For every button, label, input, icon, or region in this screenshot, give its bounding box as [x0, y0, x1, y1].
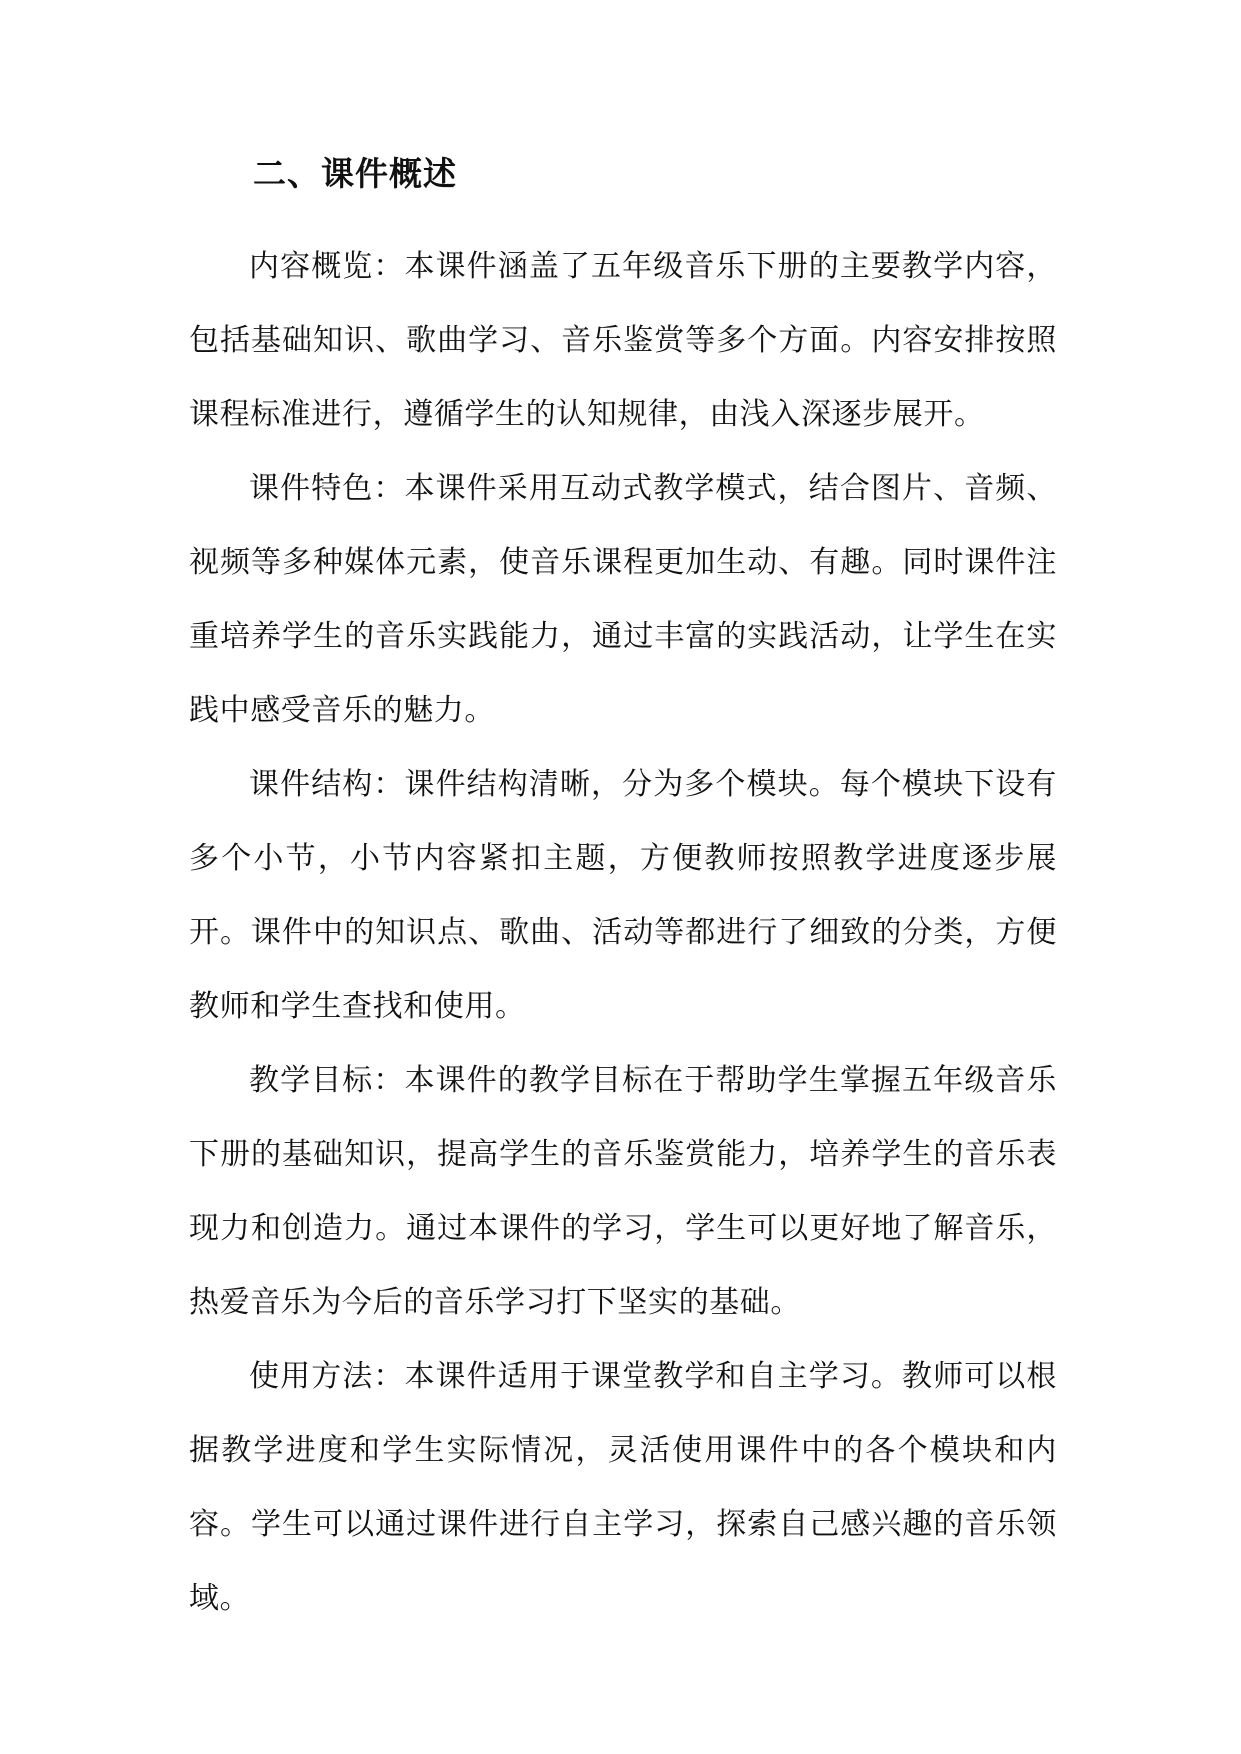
- section-heading: 二、课件概述: [253, 154, 457, 193]
- paragraph-structure: 课件结构：课件结构清晰，分为多个模块。每个模块下设有多个小节，小节内容紧扣主题，方便教师按照教学进度逐步展开。课件中的知识点、歌曲、活动等都进行了细致的分类，方便教师和学生查找和使用。: [189, 767, 1057, 1024]
- paragraph-usage: 使用方法：本课件适用于课堂教学和自主学习。教师可以根据教学进度和学生实际情况，灵活使用课件中的各个模块和内容。学生可以通过课件进行自主学习，探索自己感兴趣的音乐领域。: [189, 1359, 1057, 1616]
- paragraph-features: 课件特色：本课件采用互动式教学模式，结合图片、音频、视频等多种媒体元素，使音乐课程更加生动、有趣。同时课件注重培养学生的音乐实践能力，通过丰富的实践活动，让学生在实践中感受音乐的魅力。: [189, 471, 1057, 728]
- paragraph-content-overview: 内容概览：本课件涵盖了五年级音乐下册的主要教学内容，包括基础知识、歌曲学习、音乐鉴赏等多个方面。内容安排按照课程标准进行，遵循学生的认知规律，由浅入深逐步展开。: [189, 249, 1057, 432]
- body-text: [189, 230, 1057, 1636]
- paragraph-teaching-goals: 教学目标：本课件的教学目标在于帮助学生掌握五年级音乐下册的基础知识，提高学生的音乐鉴赏能力，培养学生的音乐表现力和创造力。通过本课件的学习，学生可以更好地了解音乐，热爱音乐为今后的音乐学习打下坚实的基础。: [189, 1063, 1057, 1320]
